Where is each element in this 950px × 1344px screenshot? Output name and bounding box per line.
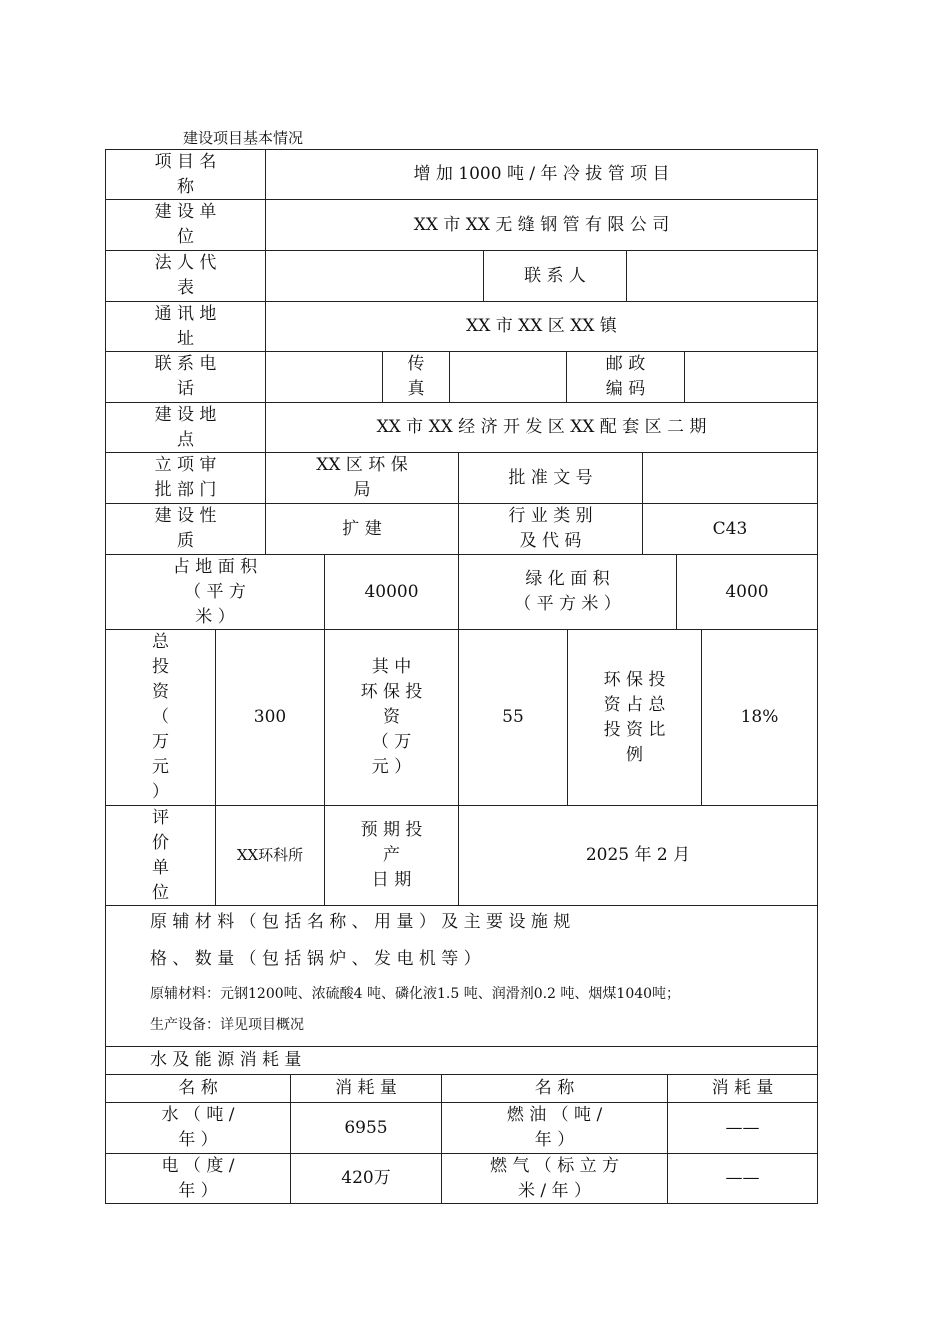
industry-label: 行 业 类 别 及 代 码	[458, 503, 643, 555]
approval-doc-label: 批 准 文 号	[458, 452, 643, 504]
postal-value	[684, 351, 818, 403]
fuel-oil-value: ——	[667, 1102, 818, 1154]
legal-value	[265, 250, 484, 302]
phone-label: 联 系 电 话	[105, 351, 266, 403]
project-name-value: 增 加 1000 吨 / 年 冷 拔 管 项 目	[265, 149, 818, 200]
unit-label: 建 设 单 位	[105, 199, 266, 251]
nature-label: 建 设 性 质	[105, 503, 266, 555]
phone-value	[265, 351, 383, 403]
approval-value: XX 区 环 保 局	[265, 452, 459, 504]
water-label: 水 （ 吨 / 年 ）	[105, 1102, 291, 1154]
energy-heading: 水 及 能 源 消 耗 量	[105, 1046, 818, 1075]
project-name-label: 项 目 名 称	[105, 149, 266, 200]
site-label: 建 设 地 点	[105, 402, 266, 453]
investment-label: 总 投 资 （ 万 元 ）	[105, 629, 216, 806]
electricity-value: 420万	[290, 1153, 442, 1204]
address-label: 通 讯 地 址	[105, 301, 266, 352]
production-date-value: 2025 年 2 月	[458, 805, 818, 906]
approval-doc-value	[642, 452, 818, 504]
nature-value: 扩 建	[265, 503, 459, 555]
env-ratio-label: 环 保 投 资 占 总 投 资 比 例	[567, 629, 702, 806]
equipment-text: 生产设备：详见项目概况	[150, 1017, 304, 1033]
site-value: XX 市 XX 经 济 开 发 区 XX 配 套 区 二 期	[265, 402, 818, 453]
industry-value: C43	[642, 503, 818, 555]
contact-value	[626, 250, 818, 302]
water-value: 6955	[290, 1102, 442, 1154]
electricity-label: 电 （ 度 / 年 ）	[105, 1153, 291, 1204]
env-investment-value: 55	[458, 629, 568, 806]
fuel-oil-label: 燃 油 （ 吨 / 年 ）	[441, 1102, 668, 1154]
gas-value: ——	[667, 1153, 818, 1204]
env-investment-label: 其 中 环 保 投 资 （ 万 元 ）	[324, 629, 459, 806]
gas-label: 燃 气 （ 标 立 方 米 / 年 ）	[441, 1153, 668, 1204]
materials-heading-line1: 原 辅 材 料 （ 包 括 名 称 、 用 量 ） 及 主 要 设 施 规	[150, 912, 571, 932]
eval-unit-label: 评 价 单 位	[105, 805, 216, 906]
eval-unit-value: XX环科所	[215, 805, 325, 906]
table-caption: 建设项目基本情况	[183, 129, 304, 147]
production-date-label: 预 期 投 产 日 期	[324, 805, 459, 906]
raw-materials-text: 原辅材料：元钢1200吨、浓硫酸4 吨、磷化液1.5 吨、润滑剂0.2 吨、烟煤1040吨；	[150, 986, 681, 1002]
fax-label: 传 真	[382, 351, 450, 403]
legal-label: 法 人 代 表	[105, 250, 266, 302]
energy-col-consumption-2: 消 耗 量	[667, 1074, 818, 1103]
fax-value	[449, 351, 567, 403]
energy-col-name: 名 称	[105, 1074, 291, 1103]
materials-heading-line2: 格 、 数 量 （ 包 括 锅 炉 、 发 电 机 等 ）	[150, 949, 481, 969]
area-value: 40000	[324, 554, 459, 630]
area-label: 占 地 面 积 （ 平 方 米 ）	[105, 554, 325, 630]
contact-label: 联 系 人	[483, 250, 627, 302]
approval-label: 立 项 审 批 部 门	[105, 452, 266, 504]
address-value: XX 市 XX 区 XX 镇	[265, 301, 818, 352]
green-area-value: 4000	[676, 554, 818, 630]
energy-col-name-2: 名 称	[441, 1074, 668, 1103]
investment-value: 300	[215, 629, 325, 806]
env-ratio-value: 18%	[701, 629, 818, 806]
postal-label: 邮 政 编 码	[566, 351, 685, 403]
energy-col-consumption: 消 耗 量	[290, 1074, 442, 1103]
unit-value: XX 市 XX 无 缝 钢 管 有 限 公 司	[265, 199, 818, 251]
green-area-label: 绿 化 面 积 （ 平 方 米 ）	[458, 554, 677, 630]
